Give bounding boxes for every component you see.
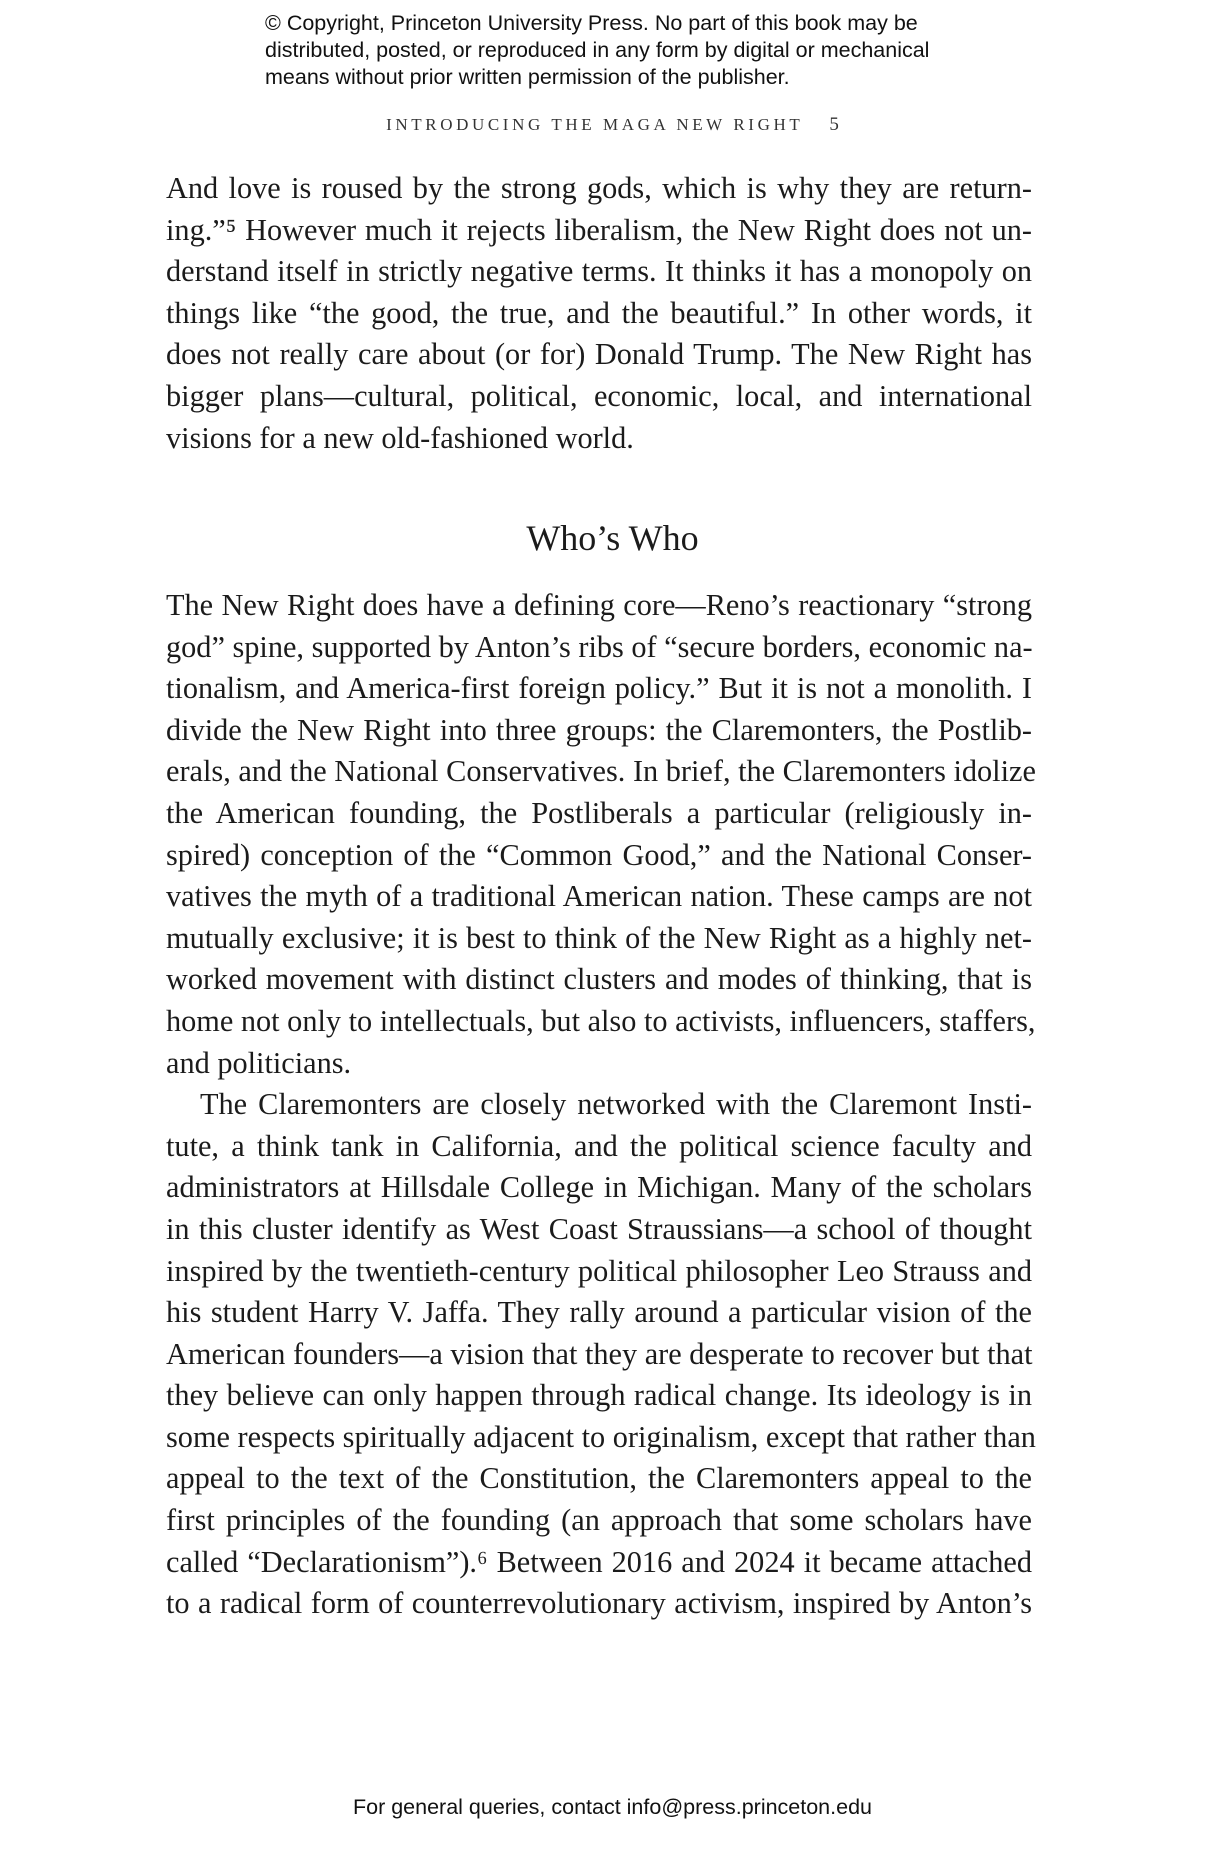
page-number: 5 bbox=[829, 114, 839, 135]
text-line: American founders—a vision that they are desperate to recover but that bbox=[166, 1336, 1033, 1371]
copyright-notice bbox=[265, 10, 1025, 91]
text-line: his student Harry V. Jaffa. They rally around a particular vision of the bbox=[166, 1295, 1032, 1330]
text-line: does not really care about (or for) Donald Trump. The New Right has bbox=[166, 337, 1032, 372]
text-line: some respects spiritually adjacent to originalism, except that rather than bbox=[166, 1419, 1036, 1454]
text-line: administrators at Hillsdale College in Michigan. Many of the scholars bbox=[166, 1170, 1032, 1205]
text-line: The Claremonters are closely networked with the Claremont Insti- bbox=[200, 1087, 1032, 1122]
text-line: spired) conception of the “Common Good,” and the National Conser- bbox=[166, 837, 1032, 872]
text-line: in this cluster identify as West Coast Straussians—a school of thought bbox=[166, 1211, 1032, 1246]
text-line: derstand itself in strictly negative terms. It thinks it has a monopoly on bbox=[166, 254, 1032, 289]
text-line: The New Right does have a defining core—Reno’s reactionary “strong bbox=[166, 588, 1032, 622]
text-line: tute, a think tank in California, and the political science faculty and bbox=[166, 1128, 1032, 1163]
paragraph-2 bbox=[166, 585, 1036, 1625]
text-line: worked movement with distinct clusters and modes of thinking, that is bbox=[166, 962, 1032, 997]
copyright-line: © Copyright, Princeton University Press. No part of this book may be bbox=[265, 11, 918, 35]
text-line: home not only to intellectuals, but also to activists, influencers, staffers, bbox=[166, 1003, 1036, 1038]
text-line: appeal to the text of the Constitution, the Claremonters appeal to the bbox=[166, 1461, 1032, 1496]
text-line: erals, and the National Conservatives. In brief, the Claremonters idolize bbox=[166, 754, 1036, 789]
text-line: vatives the myth of a traditional American nation. These camps are not bbox=[166, 879, 1032, 914]
text-line: to a radical form of counterrevolutionary activism, inspired by Anton’s bbox=[166, 1586, 1032, 1621]
text-line: the American founding, the Postliberals a particular (religiously in- bbox=[166, 795, 1032, 830]
copyright-line: means without prior written permission of the publisher. bbox=[265, 65, 790, 89]
text-line: first principles of the founding (an approach that some scholars have bbox=[166, 1503, 1032, 1538]
text-line: and politicians. bbox=[166, 1045, 352, 1080]
footer-contact: For general queries, contact info@press.princeton.edu bbox=[352, 1795, 872, 1819]
text-line: things like “the good, the true, and the beautiful.” In other words, it bbox=[166, 295, 1032, 330]
text-line: And love is roused by the strong gods, which is why they are return- bbox=[166, 171, 1032, 205]
copyright-line: distributed, posted, or reproduced in any form by digital or mechanical bbox=[265, 38, 930, 62]
text-line: inspired by the twentieth-century political philosopher Leo Strauss and bbox=[166, 1253, 1032, 1288]
section-heading: Who’s Who bbox=[526, 518, 699, 558]
text-line: ing.”⁵ However much it rejects liberalism, the New Right does not un- bbox=[166, 212, 1032, 247]
running-head bbox=[0, 114, 1225, 136]
text-line: divide the New Right into three groups: the Claremonters, the Postlib- bbox=[166, 712, 1032, 747]
running-head-title: INTRODUCING THE MAGA NEW RIGHT bbox=[386, 115, 804, 134]
text-line: god” spine, supported by Anton’s ribs of “secure borders, economic na- bbox=[166, 629, 1033, 664]
text-line: visions for a new old-fashioned world. bbox=[166, 420, 634, 455]
text-line: they believe can only happen through radical change. Its ideology is in bbox=[166, 1378, 1032, 1413]
text-line: called “Declarationism”).⁶ Between 2016 and 2024 it became attached bbox=[166, 1544, 1032, 1579]
text-line: bigger plans—cultural, political, economic, local, and international bbox=[166, 378, 1032, 413]
text-line: mutually exclusive; it is best to think of the New Right as a highly net- bbox=[166, 920, 1032, 955]
text-line: tionalism, and America-first foreign policy.” But it is not a monolith. I bbox=[166, 671, 1032, 706]
paragraph-1 bbox=[166, 168, 1032, 459]
